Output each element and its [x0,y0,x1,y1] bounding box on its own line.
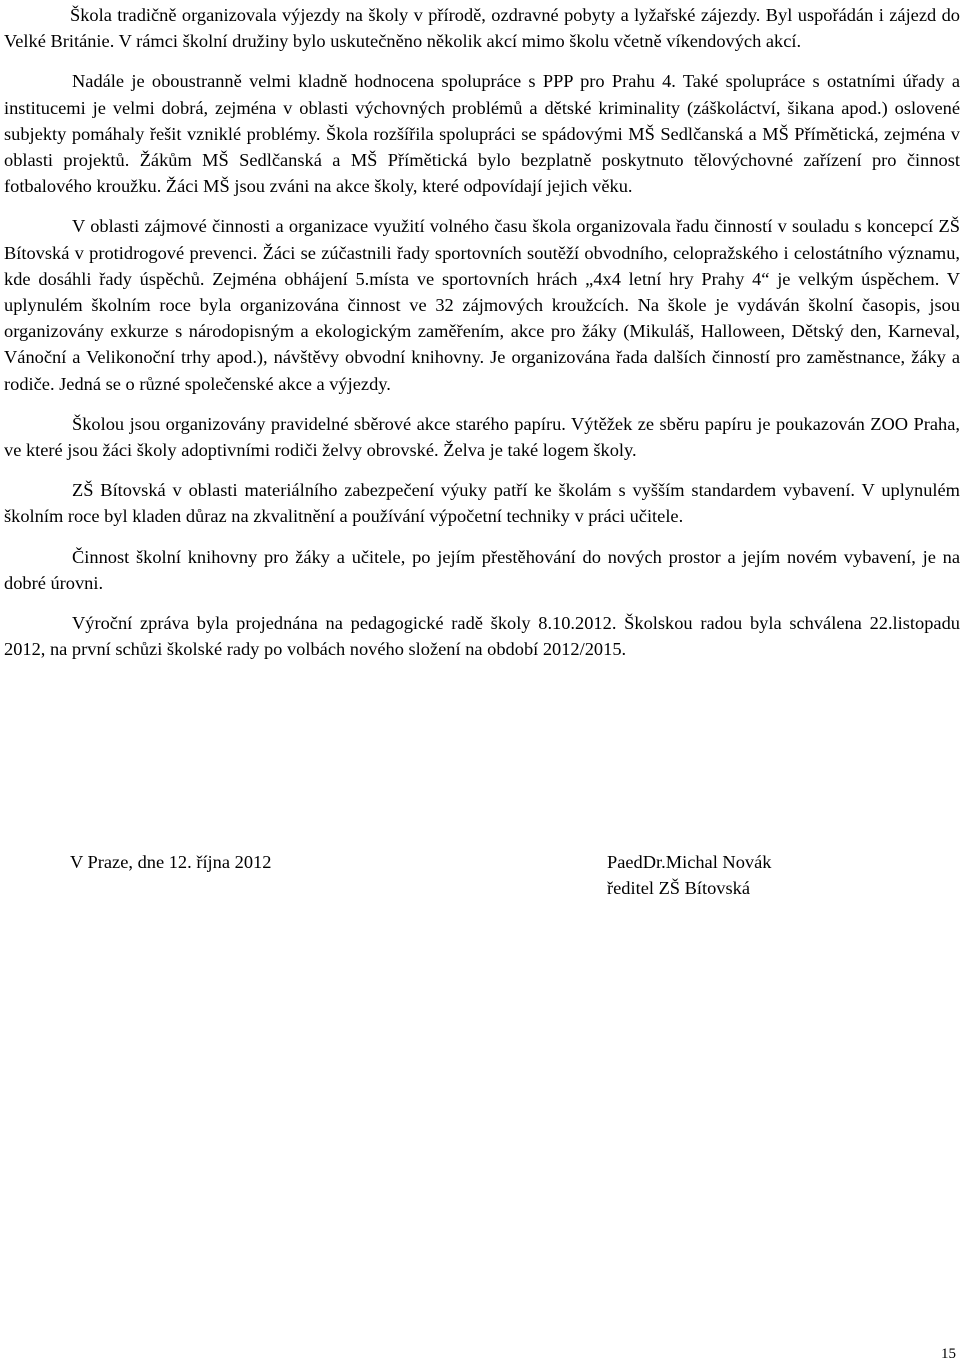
paragraph-trips: Škola tradičně organizovala výjezdy na školy v přírodě, ozdravné pobyty a lyžařské zájezdy. Byl uspořádán i zájezd do Velké Británie. V rámci školní družiny bylo uskutečněno několik akcí mimo školu včetně víkendových akcí. [4,5,960,52]
paragraph-equipment: ZŠ Bítovská v oblasti materiálního zabezpečení výuky patří ke školám s vyšším standardem vybavení. V uplynulém školním roce byl kladen důraz na zkvalitnění a používání výpočetní techniky v práci učitele. [4,480,960,527]
place-date: V Praze, dne 12. října 2012 [70,852,272,872]
paragraph-leisure-activities: V oblasti zájmové činnosti a organizace využití volného času škola organizovala řadu činností v souladu s koncepcí ZŠ Bítovská v protidrogové prevenci. Žáci se zúčastnili řady sportovních soutěží obvodního, celopražského i celostátního významu, kde dosáhli řady úspěchů. Zejména obhájení 5.místa ve sportovních hrách „4x4 letní hry Prahy 4“ je velkým úspěchem. V uplynulém školním roce byla organizována činnost ve 32 zájmových kroužcích. Na škole je vydáván školní časopis, jsou organizovány exkurze s národopisným a ekologickým zaměřením, akce pro žáky (Mikuláš, Halloween, Dětský den, Karneval, Vánoční a Velikonoční trhy apod.), návštěvy obvodní knihovny. Je organizována řada dalších činností pro zaměstnance, žáky a rodiče. Jedná se o různé společenské akce a výjezdy. [4,216,960,394]
signer-name: PaedDr.Michal Novák [607,852,772,872]
page-number: 15 [941,1346,956,1362]
body-text [4,2,960,676]
paragraph-approval: Výroční zpráva byla projednána na pedagogické radě školy 8.10.2012. Školskou radou byla schválena 22.listopadu 2012, na první schůzi školské rady po volbách nového složení na období 2012/2015. [4,613,960,660]
paragraph-paper-collection: Školou jsou organizovány pravidelné sběrové akce starého papíru. Výtěžek ze sběru papíru je poukazován ZOO Praha, ve které jsou žáci školy adoptivními rodiči želvy obrovské. Želva je také logem školy. [4,413,960,461]
paragraph-cooperation: Nadále je oboustranně velmi kladně hodnocena spolupráce s PPP pro Prahu 4. Také spolupráce s ostatními úřady a institucemi je velmi dobrá, zejména v oblasti výchovných problémů a dětské kriminality (záškoláctví, šikana apod.) oslovené subjekty pomáhaly řešit vzniklé problémy. Škola rozšířila spolupráci se spádovými MŠ Sedlčanská a MŠ Přímětická, zejména v oblasti projektů. Žákům MŠ Sedlčanská a MŠ Přímětická bylo bezplatně poskytnuto tělovýchovné zařízení pro činnost fotbalového kroužku. Žáci MŠ jsou zváni na akce školy, které odpovídají jejich věku. [4,71,960,197]
paragraph-library: Činnost školní knihovny pro žáky a učitele, po jejím přestěhování do nových prostor a jejím novém vybavení, je na dobré úrovni. [4,546,960,593]
signer-title: ředitel ZŠ Bítovská [607,878,751,899]
signature-block [607,849,771,901]
